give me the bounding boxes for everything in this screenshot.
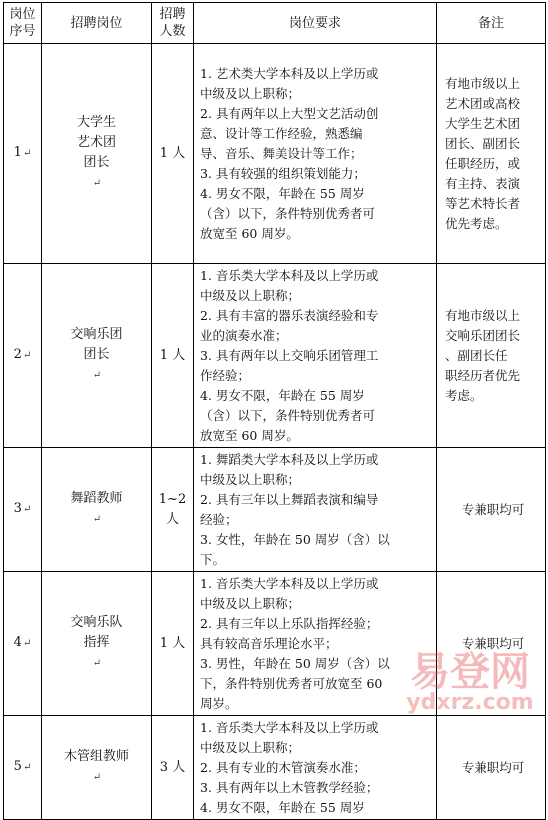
paragraph-mark-icon: ↵: [22, 638, 32, 649]
cell-no: 3↵: [4, 448, 42, 572]
header-note: 备注: [437, 3, 546, 44]
cell-note: 有地市级以上 交响乐团团长 、副团长任 职经历者优先 考虑。: [437, 264, 546, 448]
table-row: [4, 44, 546, 264]
cell-no: 5↵: [4, 716, 42, 820]
cell-count: 3 人: [152, 716, 194, 820]
cell-note: 专兼职均可: [437, 716, 546, 820]
header-requirements: 岗位要求: [194, 3, 437, 44]
cell-no: 2↵: [4, 264, 42, 448]
paragraph-mark-icon: ↵: [22, 504, 32, 515]
table-row: [4, 716, 546, 820]
cell-note: 专兼职均可: [437, 572, 546, 716]
header-position: 招聘岗位: [42, 3, 152, 44]
paragraph-mark-icon: ↵: [22, 350, 32, 361]
table-row: [4, 448, 546, 572]
paragraph-mark-icon: ↵: [92, 772, 102, 783]
table-row: [4, 572, 546, 716]
table-header-row: [4, 3, 546, 44]
cell-note: 专兼职均可: [437, 448, 546, 572]
cell-count: 1 人: [152, 572, 194, 716]
cell-position: 舞蹈教师 ↵: [42, 448, 152, 572]
cell-requirements: 1. 艺术类大学本科及以上学历或 中级及以上职称； 2. 具有两年以上大型文艺活动创 意、设计等工作经验，熟悉编 导、音乐、舞美设计等工作； 3. 具有较强的组织策划能力； 4. 男女不限，年龄在 55 周岁 （含）以下，条件特别优秀者可 放宽至 60 周岁。: [194, 44, 437, 264]
cell-position: 木管组教师 ↵: [42, 716, 152, 820]
cell-position: 交响乐团 团长 ↵: [42, 264, 152, 448]
table-row: [4, 264, 546, 448]
recruitment-table: [3, 2, 546, 820]
cell-position: 交响乐队 指挥 ↵: [42, 572, 152, 716]
cell-requirements: 1. 音乐类大学本科及以上学历或 中级及以上职称； 2. 具有专业的木管演奏水准； 3. 具有两年以上木管教学经验； 4. 男女不限，年龄在 55 周岁: [194, 716, 437, 820]
cell-requirements: 1. 音乐类大学本科及以上学历或 中级及以上职称； 2. 具有丰富的器乐表演经验和专 业的演奏水准； 3. 具有两年以上交响乐团管理工 作经验； 4. 男女不限，年龄在 55 周岁 （含）以下，条件特别优秀者可 放宽至 60 周岁。: [194, 264, 437, 448]
cell-no: 4↵: [4, 572, 42, 716]
paragraph-mark-icon: ↵: [92, 370, 102, 381]
cell-no: 1↵: [4, 44, 42, 264]
header-count: 招聘 人数: [152, 3, 194, 44]
cell-requirements: 1. 音乐类大学本科及以上学历或 中级及以上职称； 2. 具有三年以上乐队指挥经验； 具有较高音乐理论水平； 3. 男性，年龄在 50 周岁（含）以 下，条件特别优秀者可放宽至 60 周岁。: [194, 572, 437, 716]
cell-requirements: 1. 舞蹈类大学本科及以上学历或 中级及以上职称； 2. 具有三年以上舞蹈表演和编导 经验； 3. 女性，年龄在 50 周岁（含）以 下。: [194, 448, 437, 572]
watermark-title: 易登网: [410, 649, 530, 695]
paragraph-mark-icon: ↵: [22, 762, 32, 773]
cell-note: 有地市级以上 艺术团或高校 大学生艺术团 团长、副团长 任职经历，或 有主持、表演 等艺术特长者 优先考虑。: [437, 44, 546, 264]
paragraph-mark-icon: ↵: [92, 658, 102, 669]
paragraph-mark-icon: ↵: [92, 514, 102, 525]
table-body: [4, 44, 546, 820]
cell-count: 1 人: [152, 264, 194, 448]
header-no: 岗位 序号: [4, 3, 42, 44]
cell-count: 1~2 人: [152, 448, 194, 572]
cell-count: 1 人: [152, 44, 194, 264]
paragraph-mark-icon: ↵: [92, 178, 102, 189]
watermark-url: ydxrz.com: [406, 690, 534, 715]
paragraph-mark-icon: ↵: [22, 148, 32, 159]
cell-position: 大学生 艺术团 团长 ↵: [42, 44, 152, 264]
